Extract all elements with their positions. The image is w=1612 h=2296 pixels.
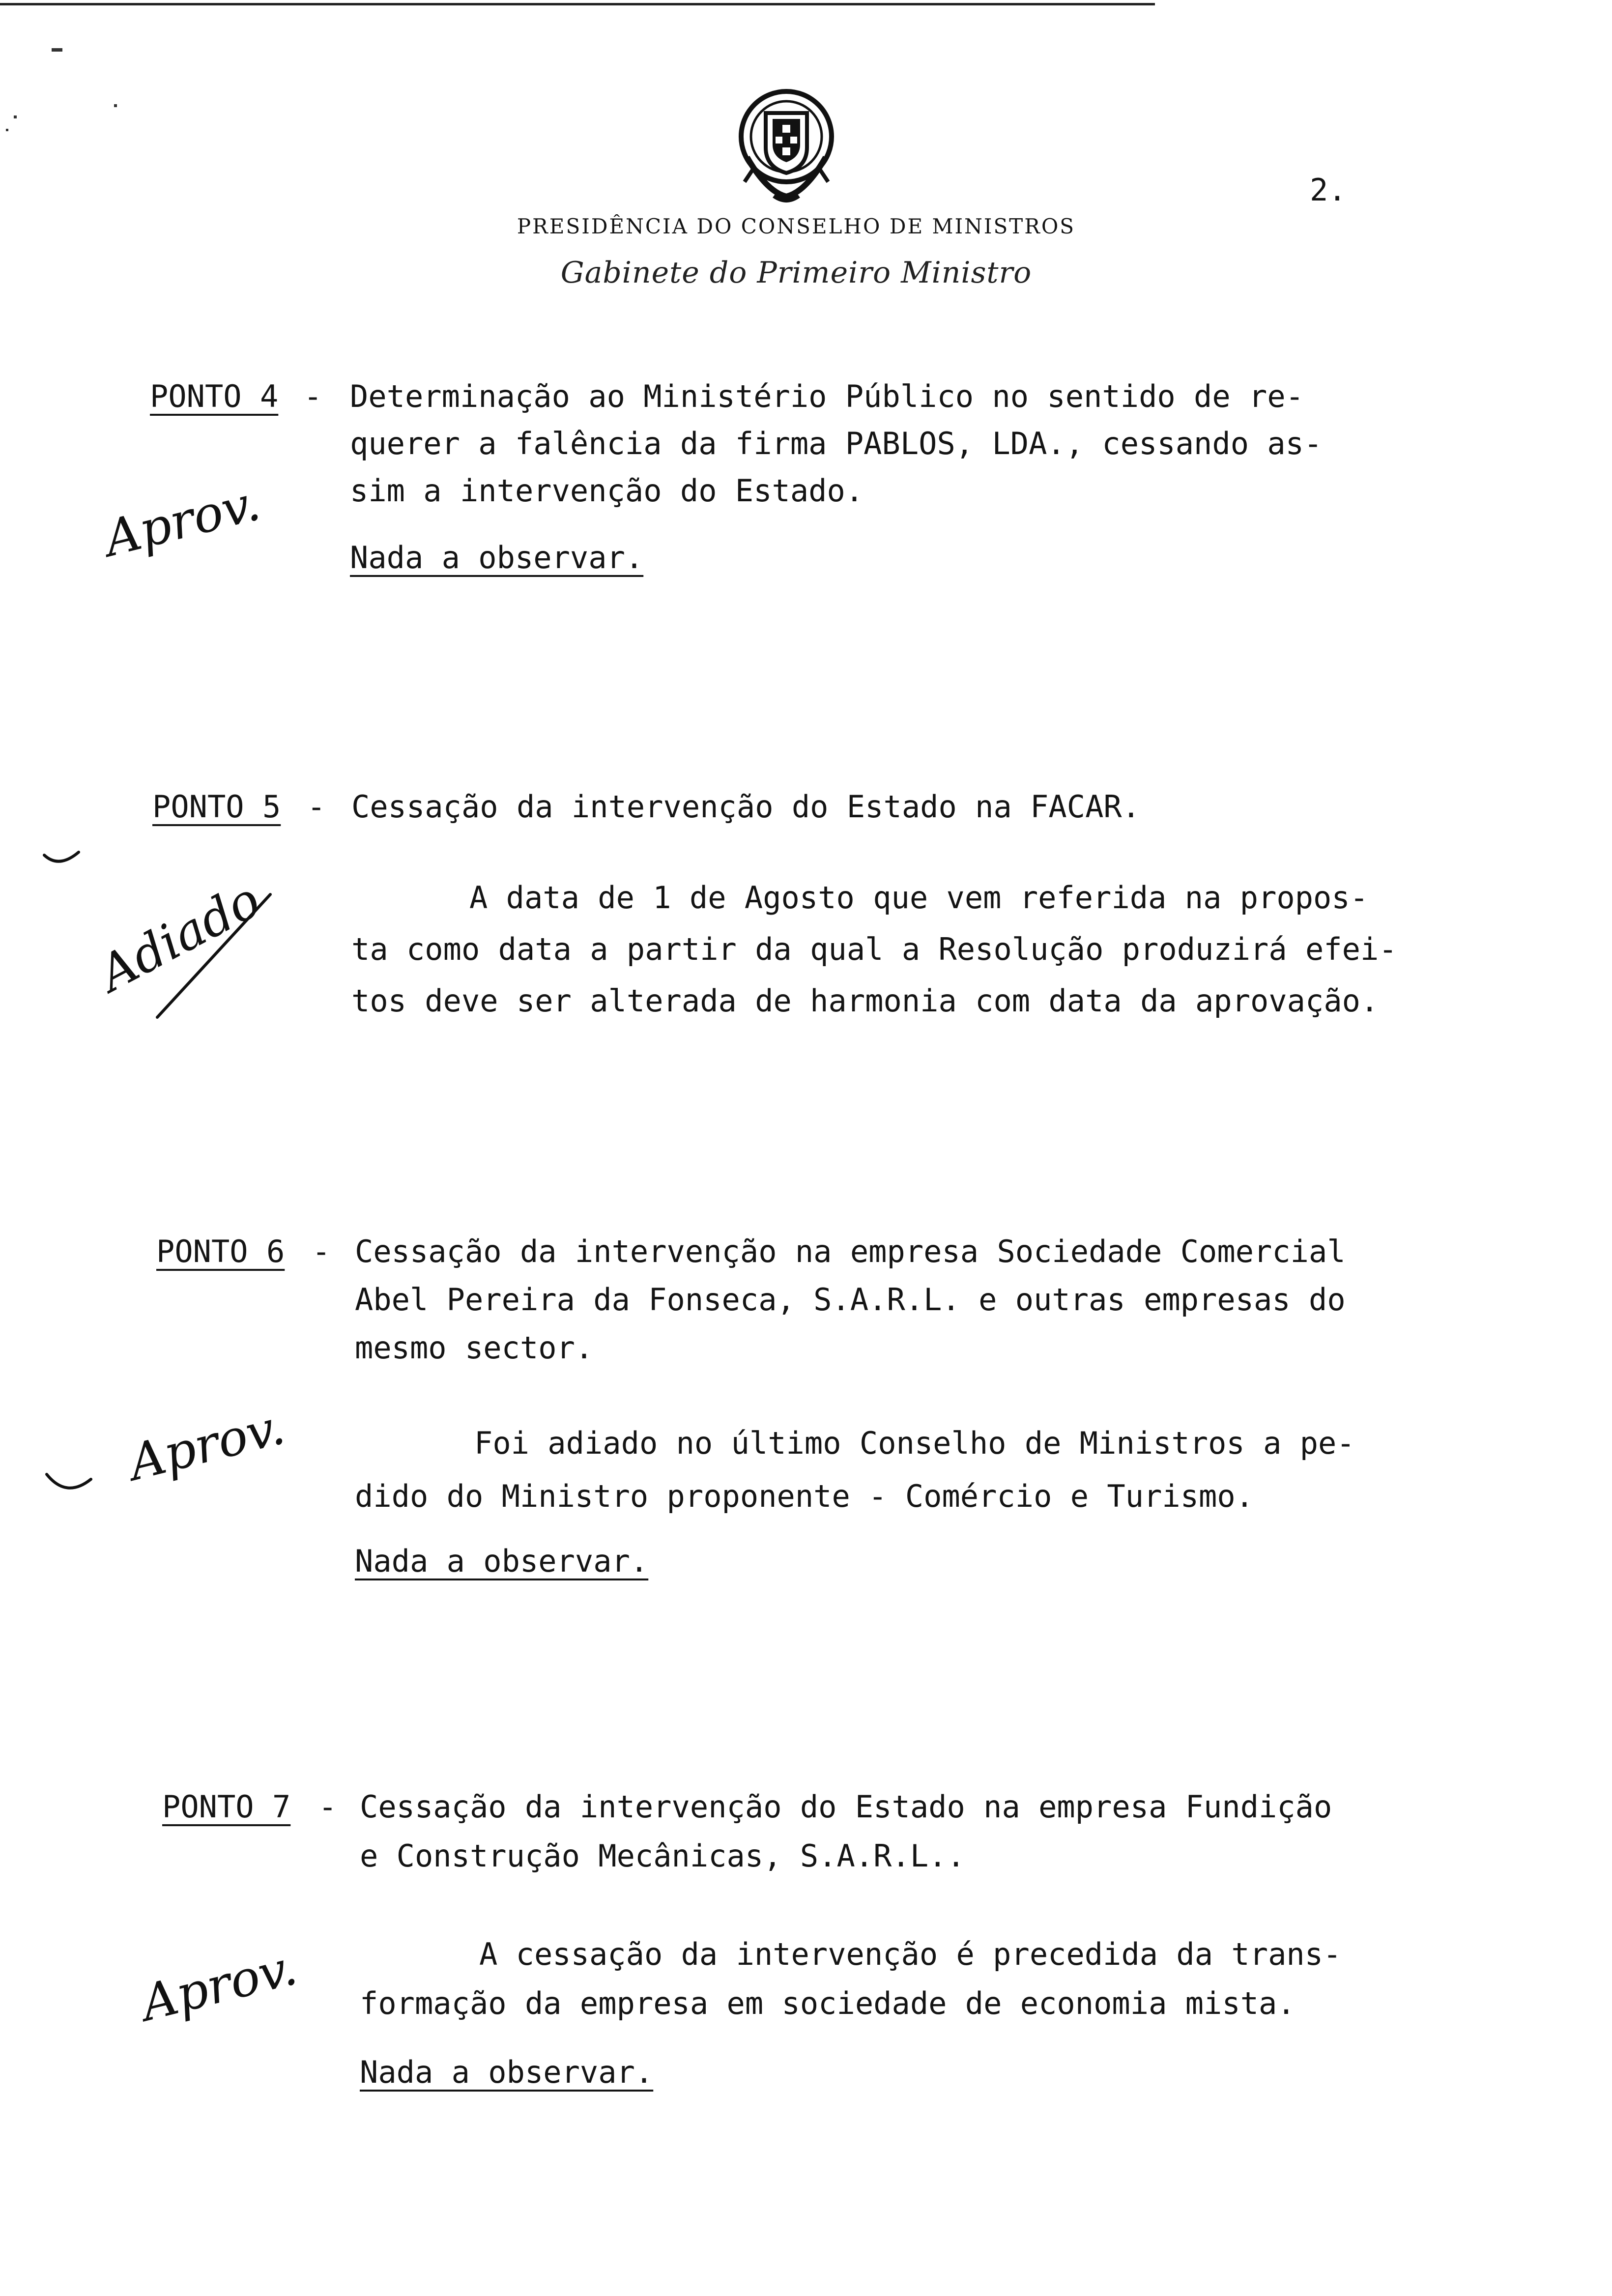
ponto-5-handwritten-annotation: Adiado [89,870,270,1003]
speck [52,48,62,52]
ponto-7-line: e Construção Mecânicas, S.A.R.L.. [360,1838,965,1874]
ponto-7-label: PONTO 7 [162,1789,291,1825]
ponto-6-comment-line: Foi adiado no último Conselho de Ministros a pe- [474,1425,1355,1461]
ponto-5-dash: - [307,789,326,825]
coat-of-arms-emblem [727,84,845,206]
ponto-6-handwritten-annotation: Aprov. [123,1398,290,1492]
ponto-4-line: sim a intervenção do Estado. [350,473,864,509]
ponto-5-pen-marks [39,835,295,1032]
ponto-6-line: mesmo sector. [355,1330,594,1366]
ponto-6-line: Cessação da intervenção na empresa Sociedade Comercial [355,1234,1346,1269]
top-rule [0,3,1155,5]
ponto-5-comment-line: ta como data a partir da qual a Resolução produzirá efei- [351,931,1397,967]
ponto-5-line: Cessação da intervenção do Estado na FACAR. [351,789,1141,825]
ponto-6-dash: - [312,1234,331,1269]
ponto-7-dash: - [318,1789,337,1825]
ponto-6-note: Nada a observar. [355,1543,649,1579]
ponto-6-label: PONTO 6 [156,1234,285,1269]
speck [14,115,17,118]
ponto-5-comment-line: tos deve ser alterada de harmonia com data da aprovação. [351,983,1379,1019]
cabinet-subtitle: Gabinete do Primeiro Ministro [560,256,1032,290]
ponto-5-label: PONTO 5 [152,789,281,825]
ponto-7-line: Cessação da intervenção do Estado na empresa Fundição [360,1789,1332,1825]
ministry-title: PRESIDÊNCIA DO CONSELHO DE MINISTROS [517,214,1076,238]
ponto-4-line: querer a falência da firma PABLOS, LDA., cessando as- [350,426,1323,461]
ponto-7-handwritten-annotation: Aprov. [135,1938,303,2033]
ponto-5-comment-line: A data de 1 de Agosto que vem referida na propos- [469,880,1369,916]
ponto-4-line: Determinação ao Ministério Público no sentido de re- [350,378,1304,414]
ponto-6-line: Abel Pereira da Fonseca, S.A.R.L. e outras empresas do [355,1282,1346,1318]
ponto-4-note: Nada a observar. [350,540,644,575]
speck [114,104,117,107]
ponto-4-handwritten-annotation: Aprov. [98,474,266,568]
page-number: 2. [1310,172,1347,208]
ponto-7-comment-line: A cessação da intervenção é precedida da trans- [479,1936,1342,1972]
ponto-4-dash: - [304,378,322,414]
ponto-7-note: Nada a observar. [360,2054,654,2090]
ponto-7-comment-line: formação da empresa em sociedade de economia mista. [360,1985,1295,2021]
ponto-6-comment-line: dido do Ministro proponente - Comércio e Turismo. [355,1478,1254,1514]
speck [6,129,8,131]
ponto-4-label: PONTO 4 [150,378,279,414]
ponto-6-pen-mark [39,1450,108,1509]
